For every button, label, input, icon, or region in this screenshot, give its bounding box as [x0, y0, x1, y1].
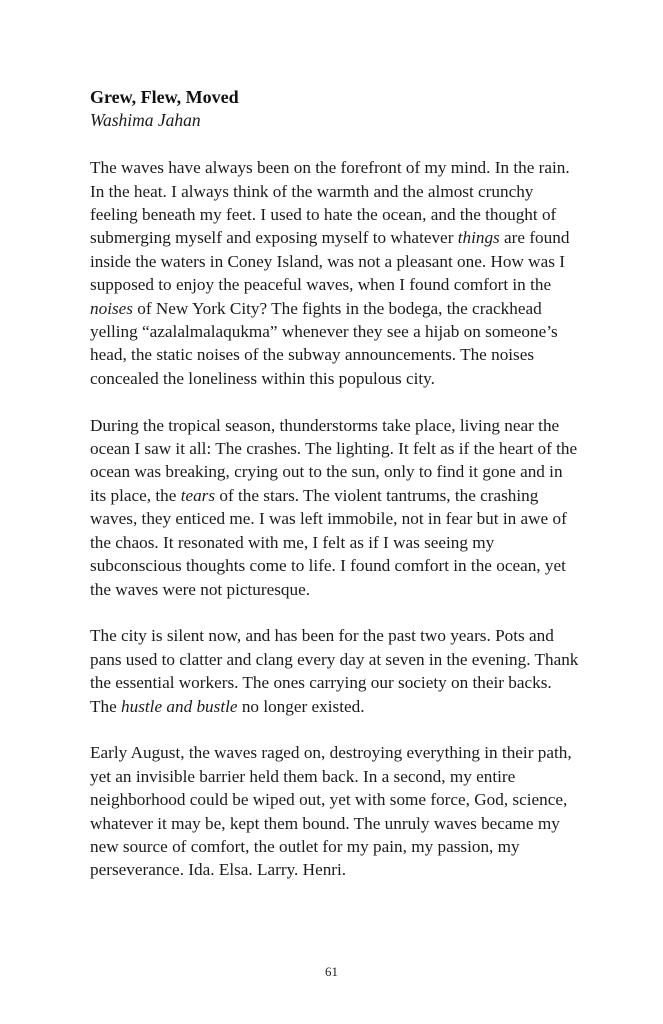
- page-number: 61: [325, 964, 338, 979]
- essay-header: [90, 86, 580, 133]
- paragraph: [90, 414, 580, 601]
- text-run: During the tropical season, thunderstorms take place, living near the ocean I saw it all: The crashes. The lighting. It felt as if the heart of the ocean was breaking, crying out to the sun, only to find it gone and in its place, the: [90, 415, 578, 505]
- text-run: The waves have always been on the forefront of my mind. In the rain. In the heat. I always think of the warmth and the almost crunchy feeling beneath my feet. I used to hate the ocean, and the thought of submerging myself and exposing myself to whatever: [90, 158, 570, 248]
- italic-text-run: noises: [90, 298, 133, 318]
- italic-text-run: tears: [180, 485, 216, 505]
- text-run: Early August, the waves raged on, destroying everything in their path, yet an invisible barrier held them back. In a second, my entire neighborhood could be wiped out, yet with some force, God, science, whatever it may be, kept them bound. The unruly waves became my new source of comfort, the outlet for my pain, my passion, my perseverance. Ida. Elsa. Larry. Henri.: [90, 743, 572, 880]
- text-run: no longer existed.: [237, 696, 365, 716]
- paragraph: [90, 156, 580, 390]
- paragraph: [90, 624, 580, 718]
- body-text: [90, 156, 580, 882]
- italic-text-run: things: [457, 228, 500, 248]
- text-run: of New York City? The fights in the bodega, the crackhead yelling “azalalmalaqukma” whenever they see a hijab on someone’s head, the static noises of the subway announcements. The noises concealed the loneliness within this populous city.: [90, 298, 558, 388]
- text-run: The city is silent now, and has been for the past two years. Pots and pans used to clatter and clang every day at seven in the evening. Thank the essential workers. The ones carrying our society on their backs. The: [90, 626, 579, 716]
- page-title: Grew, Flew, Moved: [90, 87, 239, 107]
- author-byline: Washima Jahan: [90, 110, 201, 131]
- text-run: are found inside the waters in Coney Island, was not a pleasant one. How was I supposed to enjoy the peaceful waves, when I found comfort in the: [90, 228, 570, 295]
- paragraph: [90, 741, 580, 881]
- italic-text-run: hustle and bustle: [121, 696, 238, 716]
- text-run: of the stars. The violent tantrums, the crashing waves, they enticed me. I was left immobile, not in fear but in awe of the chaos. It resonated with me, I felt as if I was seeing my subconscious thoughts come to life. I found comfort in the ocean, yet the waves were not picturesque.: [90, 485, 567, 599]
- text-column: [90, 86, 580, 882]
